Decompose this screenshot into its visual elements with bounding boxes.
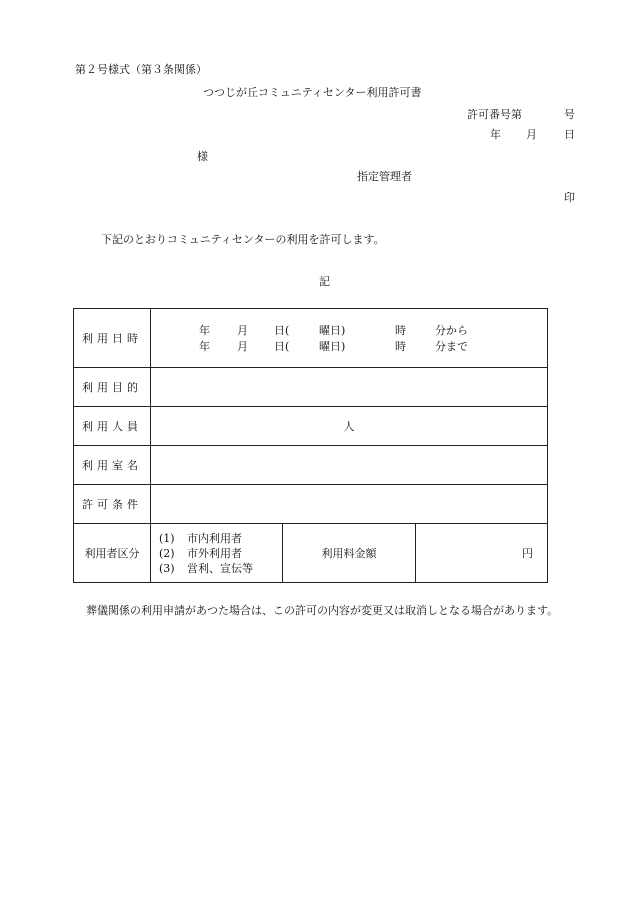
conditions-value bbox=[151, 485, 548, 524]
to-year: 年 bbox=[199, 340, 210, 353]
permit-number-suffix: 号 bbox=[564, 108, 575, 121]
category-item-number: (1) bbox=[159, 531, 175, 545]
issue-date-year: 年 bbox=[490, 128, 501, 141]
to-weekday: 曜日) bbox=[319, 340, 346, 353]
category-list bbox=[151, 524, 283, 583]
to-day: 日( bbox=[274, 340, 290, 353]
category-item-text: 営利、宣伝等 bbox=[187, 561, 253, 575]
fee-unit: 円 bbox=[415, 524, 547, 583]
seal-mark: 印 bbox=[564, 191, 575, 204]
category-item bbox=[159, 561, 282, 576]
category-item-text: 市外利用者 bbox=[187, 546, 242, 560]
table-row-room bbox=[74, 446, 548, 485]
document-title: つつじが丘コミュニティセンター利用許可書 bbox=[203, 86, 422, 99]
room-value bbox=[151, 446, 548, 485]
attendees-unit: 人 bbox=[151, 407, 548, 446]
attendees-label: 利用人員 bbox=[74, 407, 151, 446]
addressee-honorific: 様 bbox=[197, 150, 208, 163]
date-time-to-line bbox=[151, 338, 547, 354]
from-month: 月 bbox=[237, 324, 248, 337]
purpose-label: 利用目的 bbox=[74, 368, 151, 407]
table-row-attendees bbox=[74, 407, 548, 446]
designated-manager-label: 指定管理者 bbox=[357, 170, 412, 183]
date-time-from-line bbox=[151, 322, 547, 338]
category-item-number: (2) bbox=[159, 546, 175, 560]
date-time-label: 利用日時 bbox=[74, 309, 151, 368]
issue-date-day: 日 bbox=[564, 128, 575, 141]
date-time-cell bbox=[151, 309, 548, 368]
to-minute: 分まで bbox=[435, 340, 468, 353]
intro-text: 下記のとおりコミュニティセンターの利用を許可します。 bbox=[101, 233, 385, 246]
to-hour: 時 bbox=[395, 340, 406, 353]
from-hour: 時 bbox=[395, 324, 406, 337]
table-row-category bbox=[74, 524, 548, 583]
category-label: 利用者区分 bbox=[74, 524, 151, 583]
conditions-label: 許可条件 bbox=[74, 485, 151, 524]
from-day: 日( bbox=[274, 324, 290, 337]
form-number: 第２号様式（第３条関係） bbox=[75, 63, 207, 76]
from-year: 年 bbox=[199, 324, 210, 337]
funeral-note: 葬儀関係の利用申請があつた場合は、この許可の内容が変更又は取消しとなる場合があります。 bbox=[86, 604, 559, 617]
category-item bbox=[159, 531, 282, 546]
table-row-conditions bbox=[74, 485, 548, 524]
category-item-number: (3) bbox=[159, 561, 175, 575]
permit-number-label: 許可番号第 bbox=[467, 108, 522, 121]
purpose-value bbox=[151, 368, 548, 407]
category-item-text: 市内利用者 bbox=[187, 531, 242, 545]
table-row-purpose bbox=[74, 368, 548, 407]
fee-label: 利用料金額 bbox=[283, 524, 415, 583]
room-label: 利用室名 bbox=[74, 446, 151, 485]
from-minute: 分から bbox=[435, 324, 468, 337]
record-heading: 記 bbox=[319, 275, 330, 288]
issue-date-month: 月 bbox=[526, 128, 537, 141]
table-row-date-time bbox=[74, 309, 548, 368]
category-item bbox=[159, 546, 282, 561]
from-weekday: 曜日) bbox=[319, 324, 346, 337]
to-month: 月 bbox=[237, 340, 248, 353]
permit-details-table bbox=[73, 308, 548, 583]
